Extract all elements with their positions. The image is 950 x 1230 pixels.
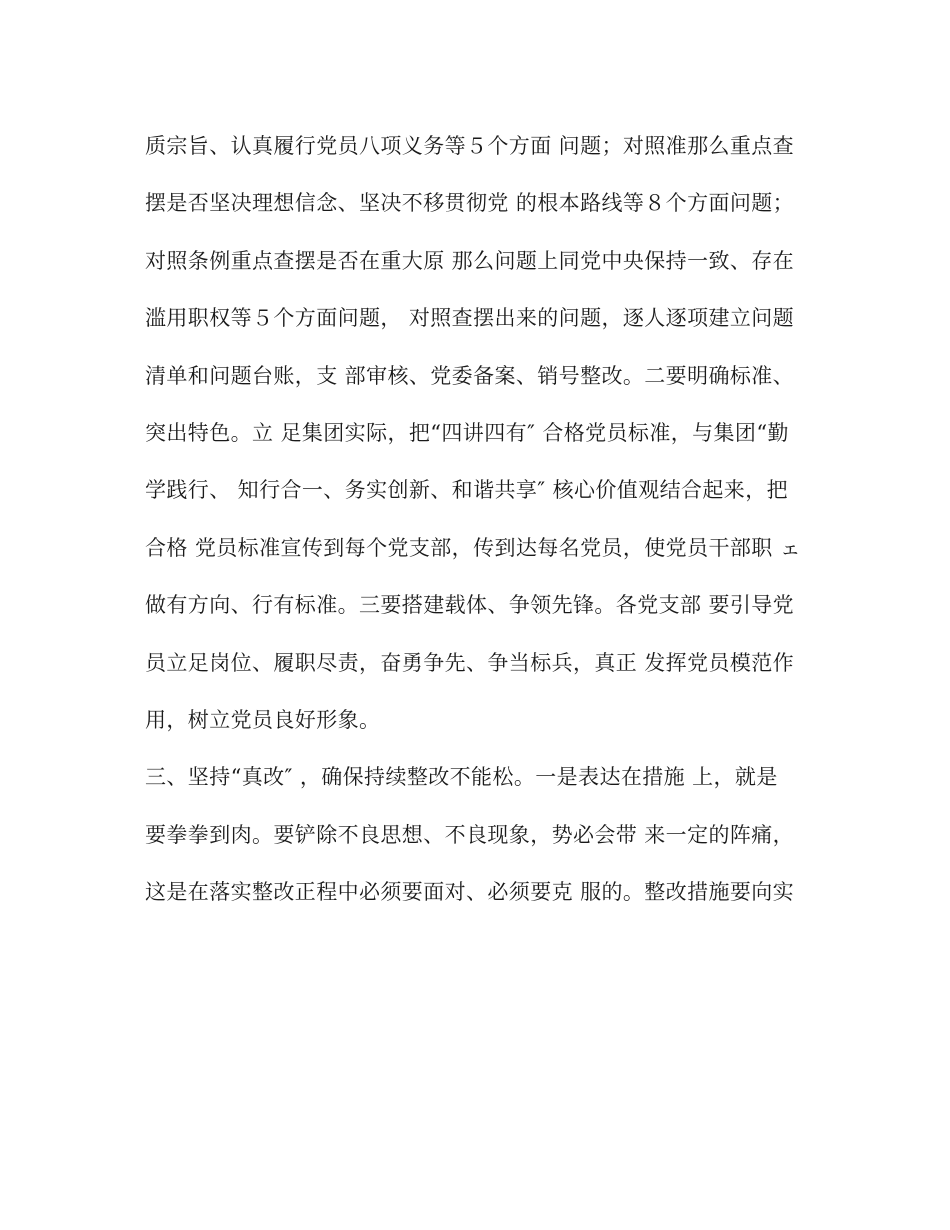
text-line: 员立足岗位、履职尽责，奋勇争先、争当标兵，真正 发挥党员模范作	[145, 650, 795, 675]
text-line: 突出特色。立 足集团实际，把“四讲四有″ 合格党员标准，与集团“勤	[145, 420, 789, 445]
text-line: 用，树立党员良好形象。	[145, 707, 381, 732]
text-line: 学践行、 知行合一、务实创新、和谐共享″ 核心价值观结合起来，把	[145, 478, 788, 503]
text-line: 滥用职权等５个方面问题， 对照查摆出来的问题，逐人逐项建立问题	[145, 306, 795, 331]
text-line: 摆是否坚决理想信念、坚决不移贯彻党 的根本路线等８个方面问题；	[145, 191, 795, 216]
text-line: 合格 党员标准宣传到每个党支部，传到达每名党员，使党员干部职 ェ	[145, 535, 802, 560]
text-line: 这是在落实整改正程中必须要面对、必须要克 服的。整改措施要向实	[145, 880, 795, 905]
text-line: 做有方向、行有标准。三要搭建载体、争领先锋。各党支部 要引导党	[145, 593, 795, 618]
text-line: 三、坚持“真改″ ，确保持续整改不能松。一是表达在措施 上，就是	[145, 765, 778, 790]
text-line: 要拳拳到肉。要铲除不良思想、不良现象，势必会带 来一定的阵痛，	[145, 822, 795, 847]
text-line: 对照条例重点查摆是否在重大原 那么问题上同党中央保持一致、存在	[145, 248, 795, 273]
text-line: 质宗旨、认真履行党员八项义务等５个方面 问题；对照准那么重点查	[145, 134, 795, 158]
document-body	[145, 118, 815, 921]
text-line: 清单和问题台账，支 部审核、党委备案、销号整改。二要明确标准、	[145, 363, 795, 388]
